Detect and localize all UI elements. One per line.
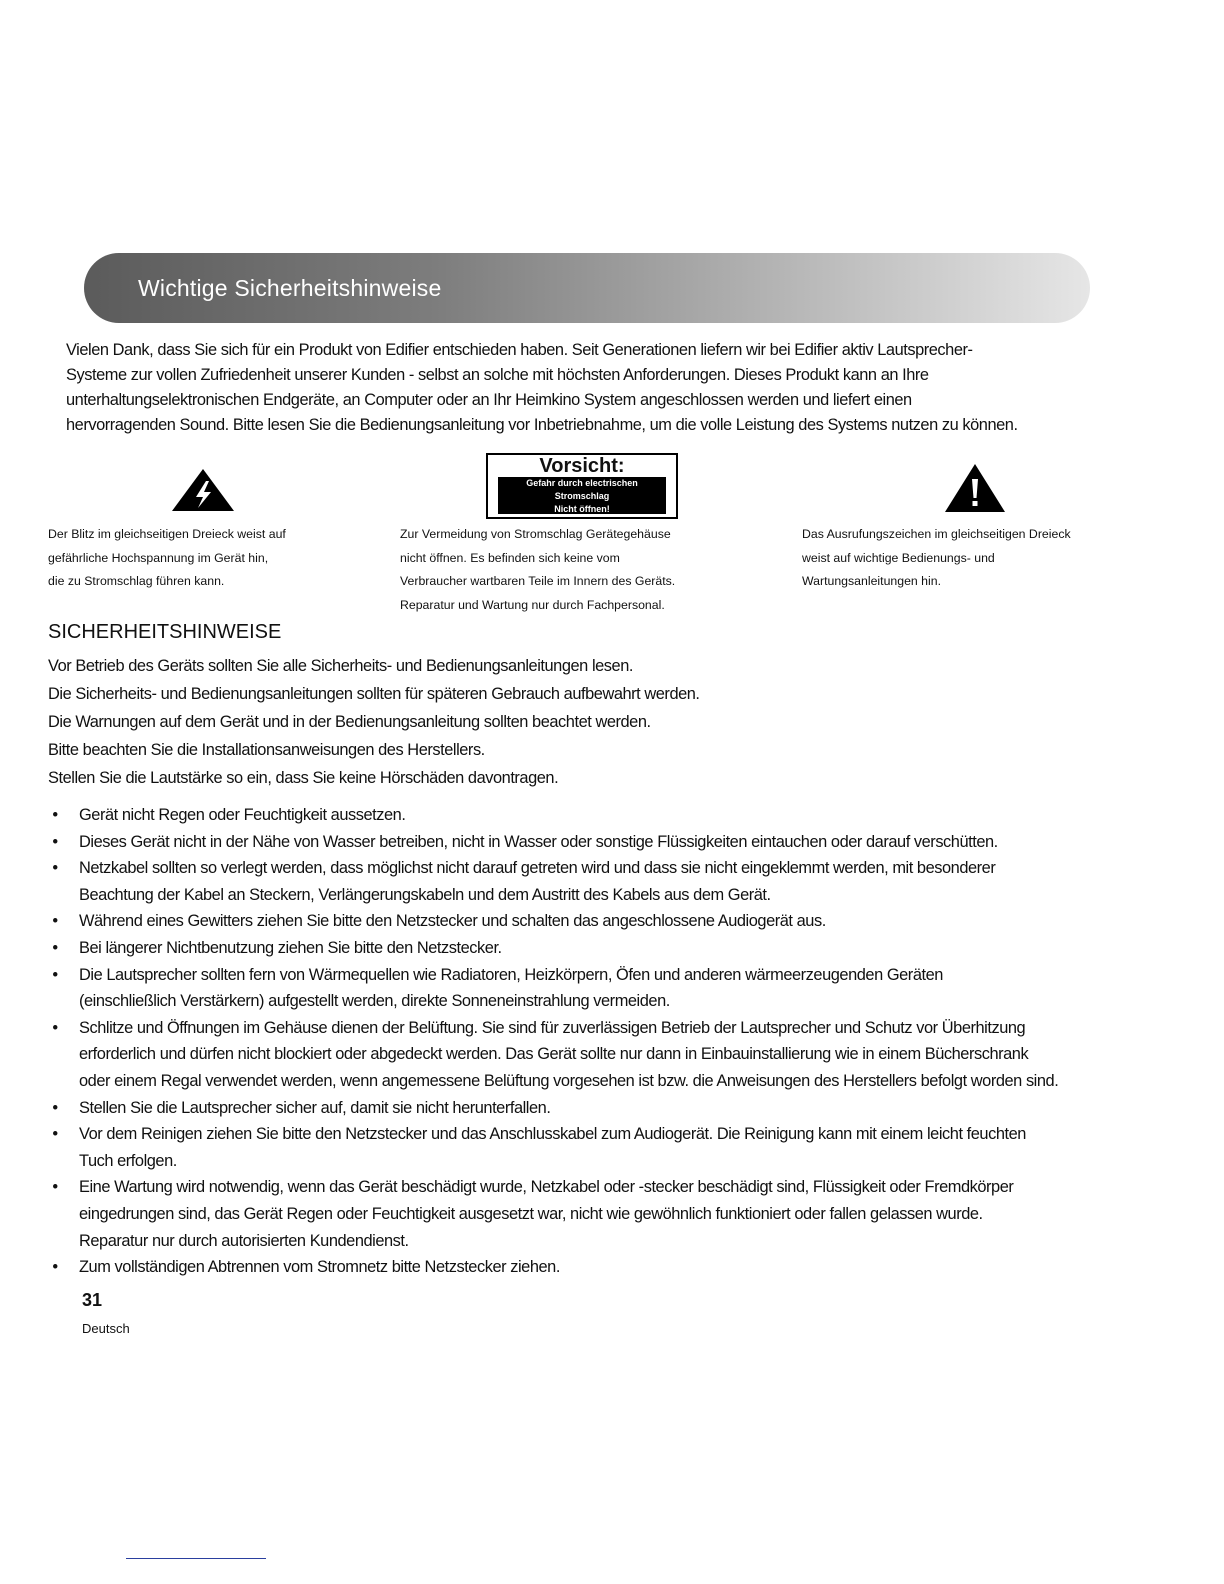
lightning-caption bbox=[48, 523, 286, 594]
bullet-icon: • bbox=[52, 1125, 58, 1144]
bullet-icon: • bbox=[52, 938, 58, 957]
vorsicht-line: Stromschlag bbox=[554, 491, 610, 501]
bullet-line: Während eines Gewitters ziehen Sie bitte den Netzstecker und schalten das angeschlossene Audiogerät aus. bbox=[79, 912, 826, 931]
intro-line: hervorragenden Sound. Bitte lesen Sie die Bedienungsanleitung vor Inbetriebnahme, um die volle Leistung des Systems nutzen zu können. bbox=[66, 416, 1018, 434]
page-number: 31 bbox=[82, 1290, 103, 1310]
bullet-icon: • bbox=[52, 1098, 58, 1117]
bullet-icon: • bbox=[52, 806, 58, 824]
caption-line: Verbraucher wartbaren Teile im Innern des Geräts. bbox=[400, 574, 676, 588]
bullet-line: (einschließlich Verstärkern) aufgestellt werden, direkte Sonneneinstrahlung vermeiden. bbox=[79, 992, 670, 1011]
intro-paragraph bbox=[66, 338, 1176, 438]
list-item bbox=[48, 829, 1178, 856]
vorsicht-line: Nicht öffnen! bbox=[554, 504, 610, 514]
section-banner bbox=[84, 253, 1090, 323]
page-title: Wichtige Sicherheitshinweise bbox=[138, 275, 442, 301]
vorsicht-line: Gefahr durch electrischen bbox=[526, 478, 638, 488]
bullet-line: Reparatur nur durch autorisierten Kundendienst. bbox=[79, 1231, 409, 1250]
list-item bbox=[48, 908, 1178, 935]
caption-line: Das Ausrufungszeichen im gleichseitigen Dreieck bbox=[802, 527, 1071, 541]
list-item bbox=[48, 1121, 1178, 1174]
caption-line: gefährliche Hochspannung im Gerät hin, bbox=[48, 550, 269, 565]
bullet-line: Stellen Sie die Lautsprecher sicher auf, damit sie nicht herunterfallen. bbox=[79, 1098, 551, 1117]
bullet-icon: • bbox=[52, 1178, 58, 1197]
bullet-line: Eine Wartung wird notwendig, wenn das Gerät beschädigt wurde, Netzkabel oder -stecker beschädigt sind, Flüssigkeit oder Fremdkörper bbox=[79, 1178, 1014, 1197]
bullet-line: Beachtung der Kabel an Steckern, Verlängerungskabeln und dem Austritt des Kabels aus dem Gerät. bbox=[79, 885, 771, 904]
caption-line: weist auf wichtige Bedienungs- und bbox=[802, 550, 995, 565]
bullet-icon: • bbox=[52, 965, 58, 984]
footer-divider bbox=[126, 1558, 266, 1559]
instructions-list bbox=[48, 652, 700, 792]
caption-line: Wartungsanleitungen hin. bbox=[802, 574, 942, 588]
list-item bbox=[48, 802, 1178, 829]
bullet-icon: • bbox=[52, 832, 58, 851]
bullet-line: Die Lautsprecher sollten fern von Wärmequellen wie Radiatoren, Heizkörpern, Öfen und anderen wärmeerzeugenden Geräten bbox=[79, 965, 943, 984]
list-item bbox=[48, 855, 1178, 908]
vorsicht-caption bbox=[400, 523, 675, 617]
caption-line: nicht öffnen. Es befinden sich keine vom bbox=[400, 550, 620, 565]
bullet-line: Netzkabel sollten so verlegt werden, dass möglichst nicht darauf getreten wird und dass sie nicht eingeklemmt werden, mit besonderer bbox=[79, 859, 996, 878]
instruction-line: Vor Betrieb des Geräts sollten Sie alle Sicherheits- und Bedienungsanleitungen lesen. bbox=[48, 657, 633, 675]
language-label: Deutsch bbox=[82, 1321, 130, 1336]
intro-line: Vielen Dank, dass Sie sich für ein Produkt von Edifier entschieden haben. Seit Generationen liefern wir bei Edifier aktiv Lautsprecher- bbox=[66, 341, 973, 359]
caption-line: Der Blitz im gleichseitigen Dreieck weist auf bbox=[48, 527, 286, 541]
vorsicht-title: Vorsicht: bbox=[539, 455, 625, 477]
bullet-line: erforderlich und dürfen nicht blockiert oder abgedeckt werden. Das Gerät sollte nur dann in Einbauinstallierung wie in einem Bücherschrank bbox=[79, 1045, 1029, 1064]
bullet-line: Gerät nicht Regen oder Feuchtigkeit aussetzen. bbox=[79, 806, 406, 824]
list-item bbox=[48, 1254, 1178, 1281]
instruction-line: Stellen Sie die Lautstärke so ein, dass Sie keine Hörschäden davontragen. bbox=[48, 769, 559, 787]
exclamation-caption bbox=[802, 523, 1071, 594]
vorsicht-warning-box bbox=[486, 453, 678, 519]
lightning-warning-icon bbox=[171, 468, 235, 512]
bullet-line: Vor dem Reinigen ziehen Sie bitte den Netzstecker und das Anschlusskabel zum Audiogerät. Die Reinigung kann mit einem leicht feuchten bbox=[79, 1125, 1026, 1144]
list-item bbox=[48, 1015, 1178, 1095]
instruction-line: Bitte beachten Sie die Installationsanweisungen des Herstellers. bbox=[48, 741, 485, 759]
bullet-line: Dieses Gerät nicht in der Nähe von Wasser betreiben, nicht in Wasser oder sonstige Flüssigkeiten eintauchen oder darauf verschütten. bbox=[79, 832, 998, 851]
vorsicht-subtext bbox=[498, 477, 666, 514]
caption-line: Reparatur und Wartung nur durch Fachpersonal. bbox=[400, 597, 665, 612]
bullet-line: Zum vollständigen Abtrennen vom Stromnetz bitte Netzstecker ziehen. bbox=[79, 1258, 560, 1277]
bullet-line: Tuch erfolgen. bbox=[79, 1151, 177, 1170]
bullet-line: eingedrungen sind, das Gerät Regen oder Feuchtigkeit ausgesetzt war, nicht wie gewöhnlich funktioniert oder fallen gelassen wurde. bbox=[79, 1204, 983, 1223]
bullet-icon: • bbox=[52, 912, 58, 931]
instruction-line: Die Sicherheits- und Bedienungsanleitungen sollten für späteren Gebrauch aufbewahrt werden. bbox=[48, 685, 700, 703]
instruction-line: Die Warnungen auf dem Gerät und in der Bedienungsanleitung sollten beachtet werden. bbox=[48, 713, 651, 731]
list-item bbox=[48, 935, 1178, 962]
bullet-icon: • bbox=[52, 859, 58, 878]
caption-line: die zu Stromschlag führen kann. bbox=[48, 574, 225, 588]
safety-bullet-list bbox=[48, 802, 1178, 1281]
intro-line: Systeme zur vollen Zufriedenheit unserer Kunden - selbst an solche mit höchsten Anforderungen. Dieses Produkt kann an Ihre bbox=[66, 366, 929, 384]
list-item bbox=[48, 1095, 1178, 1122]
bullet-line: Schlitze und Öffnungen im Gehäuse dienen der Belüftung. Sie sind für zuverlässigen Betrieb der Lautsprecher und Schutz vor Überhitzung bbox=[79, 1018, 1026, 1037]
list-item bbox=[48, 1174, 1178, 1254]
exclamation-warning-icon bbox=[944, 463, 1006, 513]
bullet-icon: • bbox=[52, 1258, 58, 1277]
bullet-line: oder einem Regal verwendet werden, wenn angemessene Belüftung vorgesehen ist bzw. die Anweisungen des Herstellers befolgt worden sind. bbox=[79, 1071, 1059, 1090]
bullet-line: Bei längerer Nichtbenutzung ziehen Sie bitte den Netzstecker. bbox=[79, 938, 502, 957]
caption-line: Zur Vermeidung von Stromschlag Gerätegehäuse bbox=[400, 527, 671, 541]
list-item bbox=[48, 962, 1178, 1015]
bullet-icon: • bbox=[52, 1018, 58, 1037]
intro-line: unterhaltungselektronischen Endgeräte, an Computer oder an Ihr Heimkino System angeschlossen werden und liefert einen bbox=[66, 391, 912, 409]
section-heading: SICHERHEITSHINWEISE bbox=[48, 621, 282, 643]
